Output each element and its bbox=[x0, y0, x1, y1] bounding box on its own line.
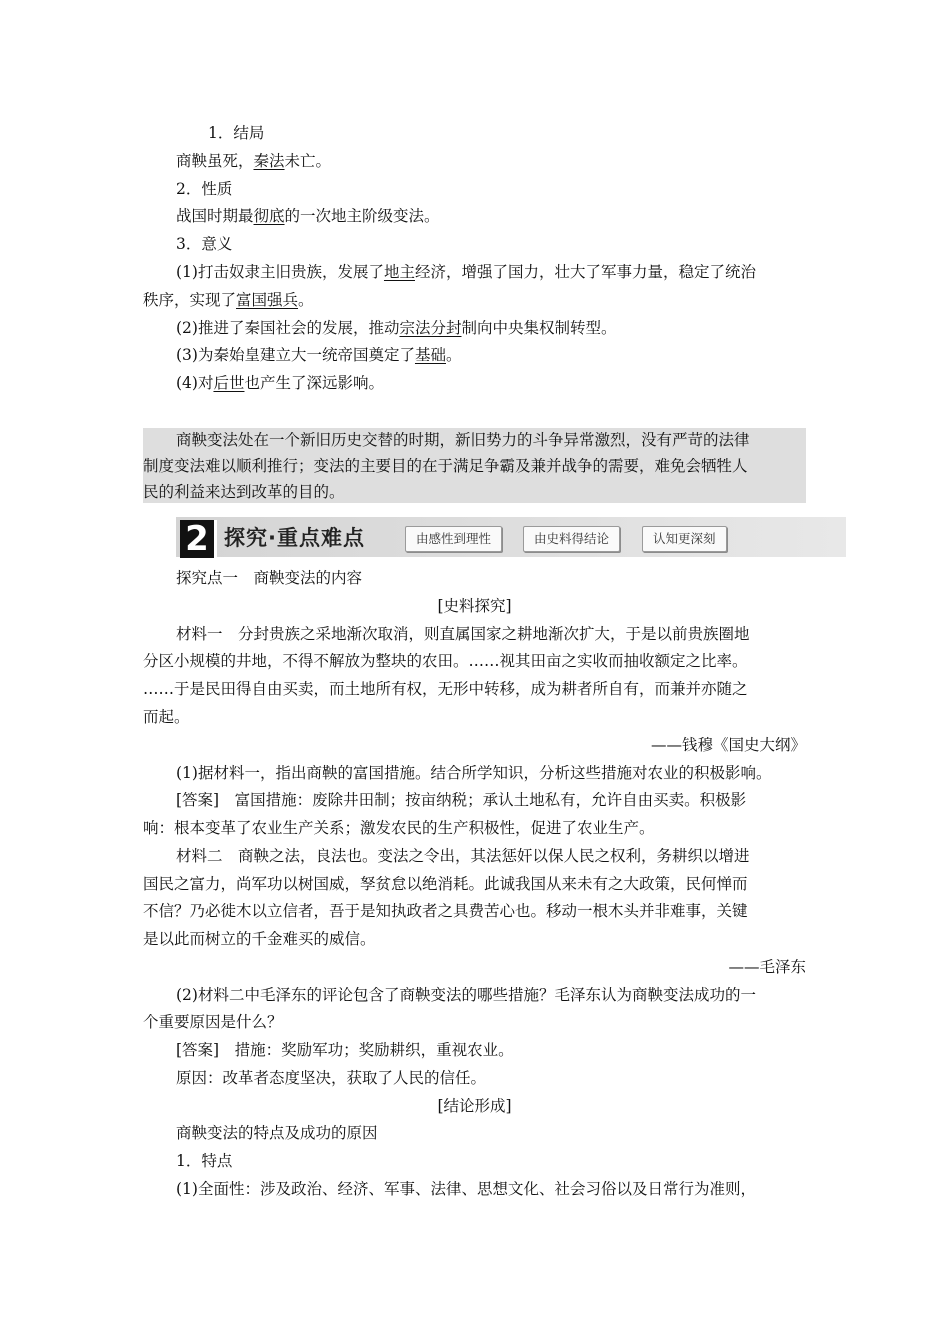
fill-in-answer: 后世 bbox=[213, 374, 245, 392]
text-segment: (2)推进了秦国社会的发展，推动 bbox=[176, 319, 400, 337]
significance-item-1 bbox=[176, 262, 756, 282]
answer-2-line: 原因：改革者态度坚决，获取了人民的信任。 bbox=[176, 1069, 487, 1087]
feature-heading: 1．特点 bbox=[176, 1152, 233, 1170]
conclusion-intro: 商鞅变法的特点及成功的原因 bbox=[176, 1124, 378, 1142]
text-segment: 也产生了深远影响。 bbox=[244, 374, 384, 392]
answer-2-line: [答案] 措施：奖励军功；奖励耕织，重视农业。 bbox=[176, 1041, 514, 1059]
feature-item-1: (1)全面性：涉及政治、经济、军事、法律、思想文化、社会习俗以及日常行为准则， bbox=[176, 1180, 756, 1198]
fill-in-answer: 秦法 bbox=[253, 152, 285, 170]
material-1-line: 材料一 分封贵族之采地渐次取消，则直属国家之耕地渐次扩大，于是以前贵族圈地 bbox=[176, 625, 750, 643]
text-segment: 制向中央集权制转型。 bbox=[461, 319, 617, 337]
text-segment: (3)为秦始皇建立大一统帝国奠定了 bbox=[176, 346, 415, 364]
material-1-source: ——钱穆《国史大纲》 bbox=[650, 736, 806, 754]
section-banner-title: 探究·重点难点 bbox=[224, 526, 365, 550]
material-1-line: 分区小规模的井地，不得不解放为整块的农田。……视其田亩之实收而抽收额定之比率。 bbox=[143, 652, 748, 670]
significance-item-2 bbox=[176, 318, 617, 338]
significance-item-1-cont bbox=[143, 290, 314, 310]
question-2-line: 个重要原因是什么？ bbox=[143, 1013, 283, 1031]
text-segment: 的一次地主阶级变法。 bbox=[284, 207, 440, 225]
significance-heading: 3．意义 bbox=[176, 235, 233, 253]
material-2-line: 国民之富力，尚军功以树国威，孥贫怠以绝消耗。此诚我国从来未有之大政策，民何惮而 bbox=[143, 875, 748, 893]
question-1: (1)据材料一，指出商鞅的富国措施。结合所学知识，分析这些措施对农业的积极影响。 bbox=[176, 764, 772, 782]
section-subtitle: [史料探究] bbox=[437, 597, 512, 615]
material-1-line: 而起。 bbox=[143, 708, 190, 726]
result-heading: 1．结局 bbox=[208, 124, 265, 142]
significance-item-3 bbox=[176, 345, 462, 365]
answer-1-line: [答案] 富国措施：废除井田制；按亩纳税；承认土地私有，允许自由买卖。积极影 bbox=[176, 791, 747, 809]
material-1-line: ……于是民田得自由买卖，而土地所有权，无形中转移，成为耕者所自有，而兼并亦随之 bbox=[143, 680, 748, 698]
fill-in-answer: 宗法分封 bbox=[399, 319, 462, 337]
banner-tag: 认知更深刻 bbox=[642, 526, 727, 552]
answer-1-line: 响：根本变革了农业生产关系；激发农民的生产积极性，促进了农业生产。 bbox=[143, 819, 655, 837]
significance-item-4 bbox=[176, 373, 384, 393]
banner-tag: 由史料得结论 bbox=[523, 526, 620, 552]
nature-line bbox=[176, 206, 440, 226]
text-segment: 战国时期最 bbox=[176, 207, 254, 225]
nature-heading: 2．性质 bbox=[176, 180, 233, 198]
note-line: 民的利益来达到改革的目的。 bbox=[143, 483, 345, 501]
fill-in-answer: 彻底 bbox=[253, 207, 285, 225]
explore-point-title: 探究点一 商鞅变法的内容 bbox=[176, 569, 363, 587]
section-number-badge: 2 bbox=[180, 520, 217, 558]
note-line: 商鞅变法处在一个新旧历史交替的时期，新旧势力的斗争异常激烈，没有严苛的法律 bbox=[176, 431, 750, 449]
text-segment: 未亡。 bbox=[284, 152, 332, 170]
section-subtitle: [结论形成] bbox=[437, 1097, 512, 1115]
result-line bbox=[176, 151, 331, 171]
material-2-line: 不信？乃必徙木以立信者，吾于是知执政者之具费苦心也。移动一根木头并非难事，关键 bbox=[143, 902, 748, 920]
fill-in-answer: 富国强兵 bbox=[236, 291, 299, 309]
fill-in-answer: 基础 bbox=[414, 346, 446, 364]
note-line: 制度变法难以顺利推行；变法的主要目的在于满足争霸及兼并战争的需要，难免会牺牲人 bbox=[143, 457, 748, 475]
material-2-line: 材料二 商鞅之法，良法也。变法之令出，其法惩奸以保人民之权利，务耕织以增进 bbox=[176, 847, 750, 865]
banner-tag: 由感性到理性 bbox=[405, 526, 502, 552]
text-segment: 秩序，实现了 bbox=[143, 291, 237, 309]
text-segment: (4)对 bbox=[176, 374, 214, 392]
text-segment: 。 bbox=[445, 346, 462, 364]
text-segment: 商鞅虽死， bbox=[176, 152, 254, 170]
material-2-source: ——毛泽东 bbox=[728, 958, 806, 976]
text-segment: 经济，增强了国力，壮大了军事力量，稳定了统治 bbox=[414, 263, 756, 281]
question-2-line: (2)材料二中毛泽东的评论包含了商鞅变法的哪些措施？毛泽东认为商鞅变法成功的一 bbox=[176, 986, 756, 1004]
text-segment: 。 bbox=[298, 291, 314, 309]
text-segment: (1)打击奴隶主旧贵族，发展了 bbox=[176, 263, 384, 281]
fill-in-answer: 地主 bbox=[383, 263, 415, 281]
material-2-line: 是以此而树立的千金难买的威信。 bbox=[143, 930, 376, 948]
